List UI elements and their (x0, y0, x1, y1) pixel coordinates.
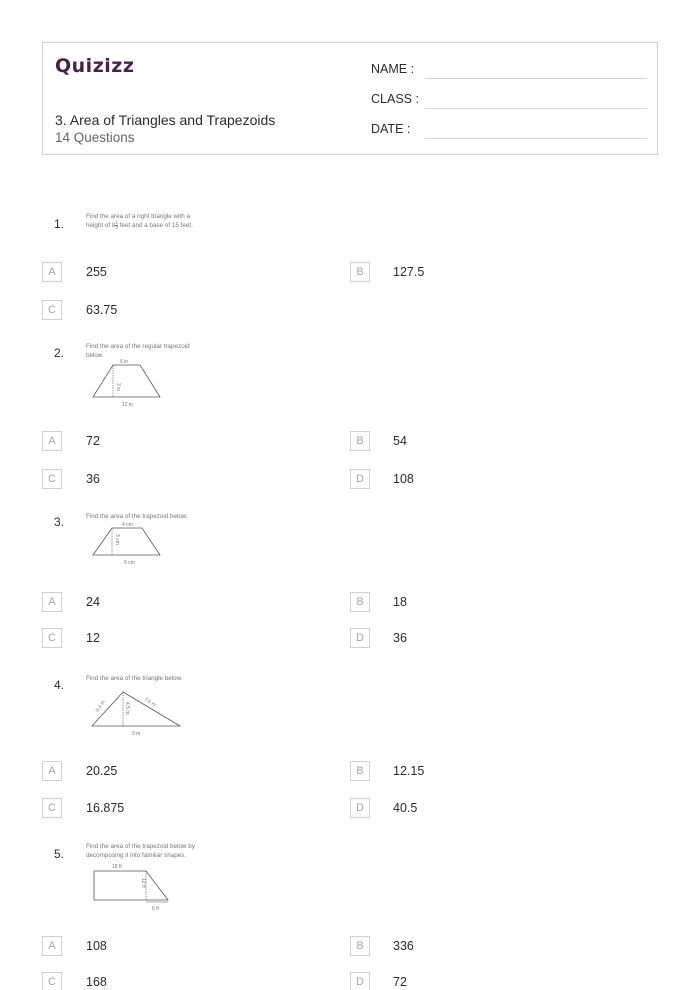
option-box-c[interactable]: C (42, 628, 62, 648)
option-text: 36 (86, 472, 100, 486)
top-side-label: 18 ft (112, 864, 122, 870)
option-box-d[interactable]: D (350, 972, 370, 990)
question-text (86, 842, 195, 860)
option-text: 108 (393, 472, 414, 486)
option-box-c[interactable]: C (42, 469, 62, 489)
option-text: 24 (86, 595, 100, 609)
option-box-b[interactable]: B (350, 431, 370, 451)
question-line: Find the area of the regular trapezoid (86, 343, 190, 350)
question-line-part: feet and a base of 15 feet. (119, 222, 193, 230)
class-label: CLASS : (371, 92, 419, 106)
question-line: Find the area of the trapezoid below by (86, 843, 195, 850)
fraction-whole: 8 (111, 222, 116, 230)
question-line: Find the area of a right triangle with a (86, 213, 190, 220)
bottom-base-label: 12 in (122, 402, 133, 408)
option-text: 20.25 (86, 764, 118, 778)
mixed-fraction (112, 222, 118, 229)
option-box-a[interactable]: A (42, 592, 62, 612)
option-box-c[interactable]: C (42, 972, 62, 990)
date-line[interactable] (425, 138, 647, 139)
option-box-d[interactable]: D (350, 628, 370, 648)
option-box-c[interactable]: C (42, 300, 62, 320)
option-text: 12 (86, 631, 100, 645)
height-label: 3 in (115, 383, 121, 392)
question-number: 2. (54, 346, 65, 360)
date-label: DATE : (371, 122, 411, 136)
option-text: 255 (86, 265, 107, 279)
question-number: 3. (54, 515, 65, 529)
triangle-shape (92, 692, 180, 726)
option-box-c[interactable]: C (42, 798, 62, 818)
class-line[interactable] (425, 108, 647, 109)
question-text (86, 212, 193, 230)
option-box-a[interactable]: A (42, 262, 62, 282)
option-text: 168 (86, 975, 107, 989)
option-box-a[interactable]: A (42, 761, 62, 781)
option-text: 36 (393, 631, 407, 645)
question-line: Find the area of the trapezoid below. (86, 513, 188, 520)
option-text: 72 (86, 434, 100, 448)
question-line: below. (86, 352, 104, 359)
option-text: 336 (393, 939, 414, 953)
bottom-base-label: 8 cm (124, 560, 135, 566)
option-text: 72 (393, 975, 407, 989)
question-count: 14 Questions (55, 130, 135, 145)
option-text: 16.875 (86, 801, 125, 815)
worksheet-title: 3. Area of Triangles and Trapezoids (55, 112, 276, 128)
option-box-b[interactable]: B (350, 592, 370, 612)
option-box-d[interactable]: D (350, 798, 370, 818)
bottom-base-label: 9 m (132, 731, 141, 737)
name-line[interactable] (425, 78, 647, 79)
option-text: 63.75 (86, 303, 118, 317)
question-line-part: height of (86, 222, 111, 230)
height-label: 12 ft (140, 878, 146, 888)
option-box-b[interactable]: B (350, 761, 370, 781)
question-number: 4. (54, 678, 65, 692)
trapezoid-shape (93, 365, 160, 397)
trapezoid-figure (90, 860, 180, 919)
question-line (86, 221, 193, 230)
fraction-denominator: 2 (115, 225, 118, 230)
top-base-label: 4 cm (122, 522, 133, 528)
option-text: 12.15 (393, 764, 425, 778)
worksheet-header (42, 42, 658, 155)
option-box-a[interactable]: A (42, 431, 62, 451)
option-box-a[interactable]: A (42, 936, 62, 956)
question-number: 1. (54, 217, 65, 231)
right-side-label: 7.5 m (142, 696, 157, 709)
trapezoid-figure (90, 355, 170, 416)
height-label: 3 cm (114, 534, 120, 545)
trapezoid-figure (90, 518, 170, 573)
question-line: decomposing it into familiar shapes. (86, 852, 187, 859)
question-line: Find the area of the triangle below. (86, 675, 183, 682)
option-box-d[interactable]: D (350, 469, 370, 489)
name-label: NAME : (371, 62, 415, 76)
quizizz-logo: Quizizz (55, 55, 135, 77)
option-text: 54 (393, 434, 407, 448)
option-text: 108 (86, 939, 107, 953)
option-box-b[interactable]: B (350, 262, 370, 282)
option-text: 127.5 (393, 265, 425, 279)
top-base-label: 6 in (120, 359, 129, 365)
trapezoid-shape (93, 528, 160, 555)
triangle-figure (88, 682, 188, 745)
option-text: 18 (393, 595, 407, 609)
option-box-b[interactable]: B (350, 936, 370, 956)
question-number: 5. (54, 847, 65, 861)
fraction-numerator: 1 (115, 220, 118, 225)
option-text: 40.5 (393, 801, 418, 815)
bottom-segment-label: 6 ft (152, 906, 159, 912)
trapezoid-shape (94, 871, 168, 900)
height-label: 4.5 m (124, 702, 130, 715)
left-side-label: 5.4 m (94, 699, 107, 714)
